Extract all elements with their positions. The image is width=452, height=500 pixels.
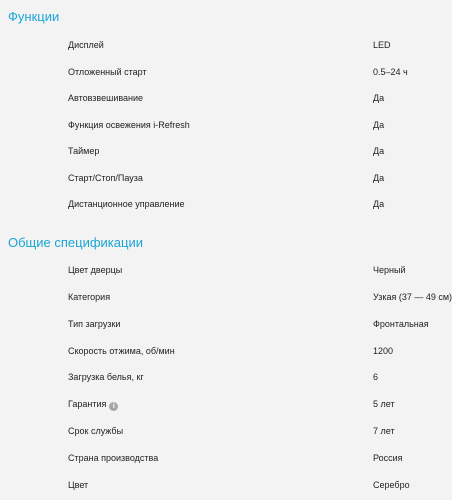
spec-label: Старт/Стоп/Пауза	[68, 173, 143, 183]
spec-label: Срок службы	[68, 426, 124, 436]
spec-value: Черный	[373, 265, 406, 275]
spec-value: LED	[373, 40, 391, 50]
spec-label: Функция освежения i-Refresh	[68, 120, 190, 130]
spec-row-category	[0, 290, 452, 306]
spec-label: Дистанционное управление	[68, 199, 185, 209]
spec-row-warranty	[0, 397, 452, 413]
spec-value: Да	[373, 146, 385, 156]
spec-label: Тип загрузки	[68, 319, 121, 329]
spec-row-country	[0, 451, 452, 467]
spec-value: Россия	[373, 453, 403, 463]
spec-value: 7 лет	[373, 426, 395, 436]
spec-label: Таймер	[68, 146, 100, 156]
spec-row-remote-control	[0, 197, 452, 213]
spec-row-service-life	[0, 424, 452, 440]
spec-row-spin-speed	[0, 344, 452, 360]
spec-value: Серебро	[373, 480, 410, 490]
spec-label: Гарантия	[68, 399, 107, 409]
spec-row-load-capacity	[0, 370, 452, 386]
info-icon[interactable]: i	[109, 402, 118, 411]
spec-label: Отложенный старт	[68, 67, 147, 77]
spec-row-door-color	[0, 263, 452, 279]
spec-row-load-type	[0, 317, 452, 333]
spec-value: Да	[373, 199, 385, 209]
spec-row-i-refresh	[0, 118, 452, 134]
spec-label: Цвет дверцы	[68, 265, 123, 275]
spec-value: 0.5–24 ч	[373, 67, 408, 77]
spec-row-color	[0, 478, 452, 494]
spec-value: Да	[373, 93, 385, 103]
spec-label-with-icon	[68, 397, 118, 411]
spec-label: Автовзвешивание	[68, 93, 144, 103]
spec-value: Фронтальная	[373, 319, 429, 329]
spec-label: Скорость отжима, об/мин	[68, 346, 175, 356]
spec-value: 6	[373, 372, 379, 382]
spec-value: Узкая (37 — 49 см)	[373, 292, 452, 302]
spec-value: 1200	[373, 346, 394, 356]
spec-row-auto-weighing	[0, 91, 452, 107]
spec-label: Загрузка белья, кг	[68, 372, 144, 382]
spec-value: Да	[373, 120, 385, 130]
section-title-functions: Функции	[8, 9, 60, 24]
spec-row-timer	[0, 144, 452, 160]
spec-row-delayed-start	[0, 65, 452, 81]
section-title-general-specs: Общие спецификации	[8, 235, 143, 250]
spec-row-display	[0, 38, 452, 54]
spec-label: Страна производства	[68, 453, 159, 463]
spec-value: 5 лет	[373, 399, 395, 409]
spec-label: Категория	[68, 292, 111, 302]
spec-label: Цвет	[68, 480, 89, 490]
spec-row-start-stop-pause	[0, 171, 452, 187]
spec-value: Да	[373, 173, 385, 183]
spec-label: Дисплей	[68, 40, 104, 50]
